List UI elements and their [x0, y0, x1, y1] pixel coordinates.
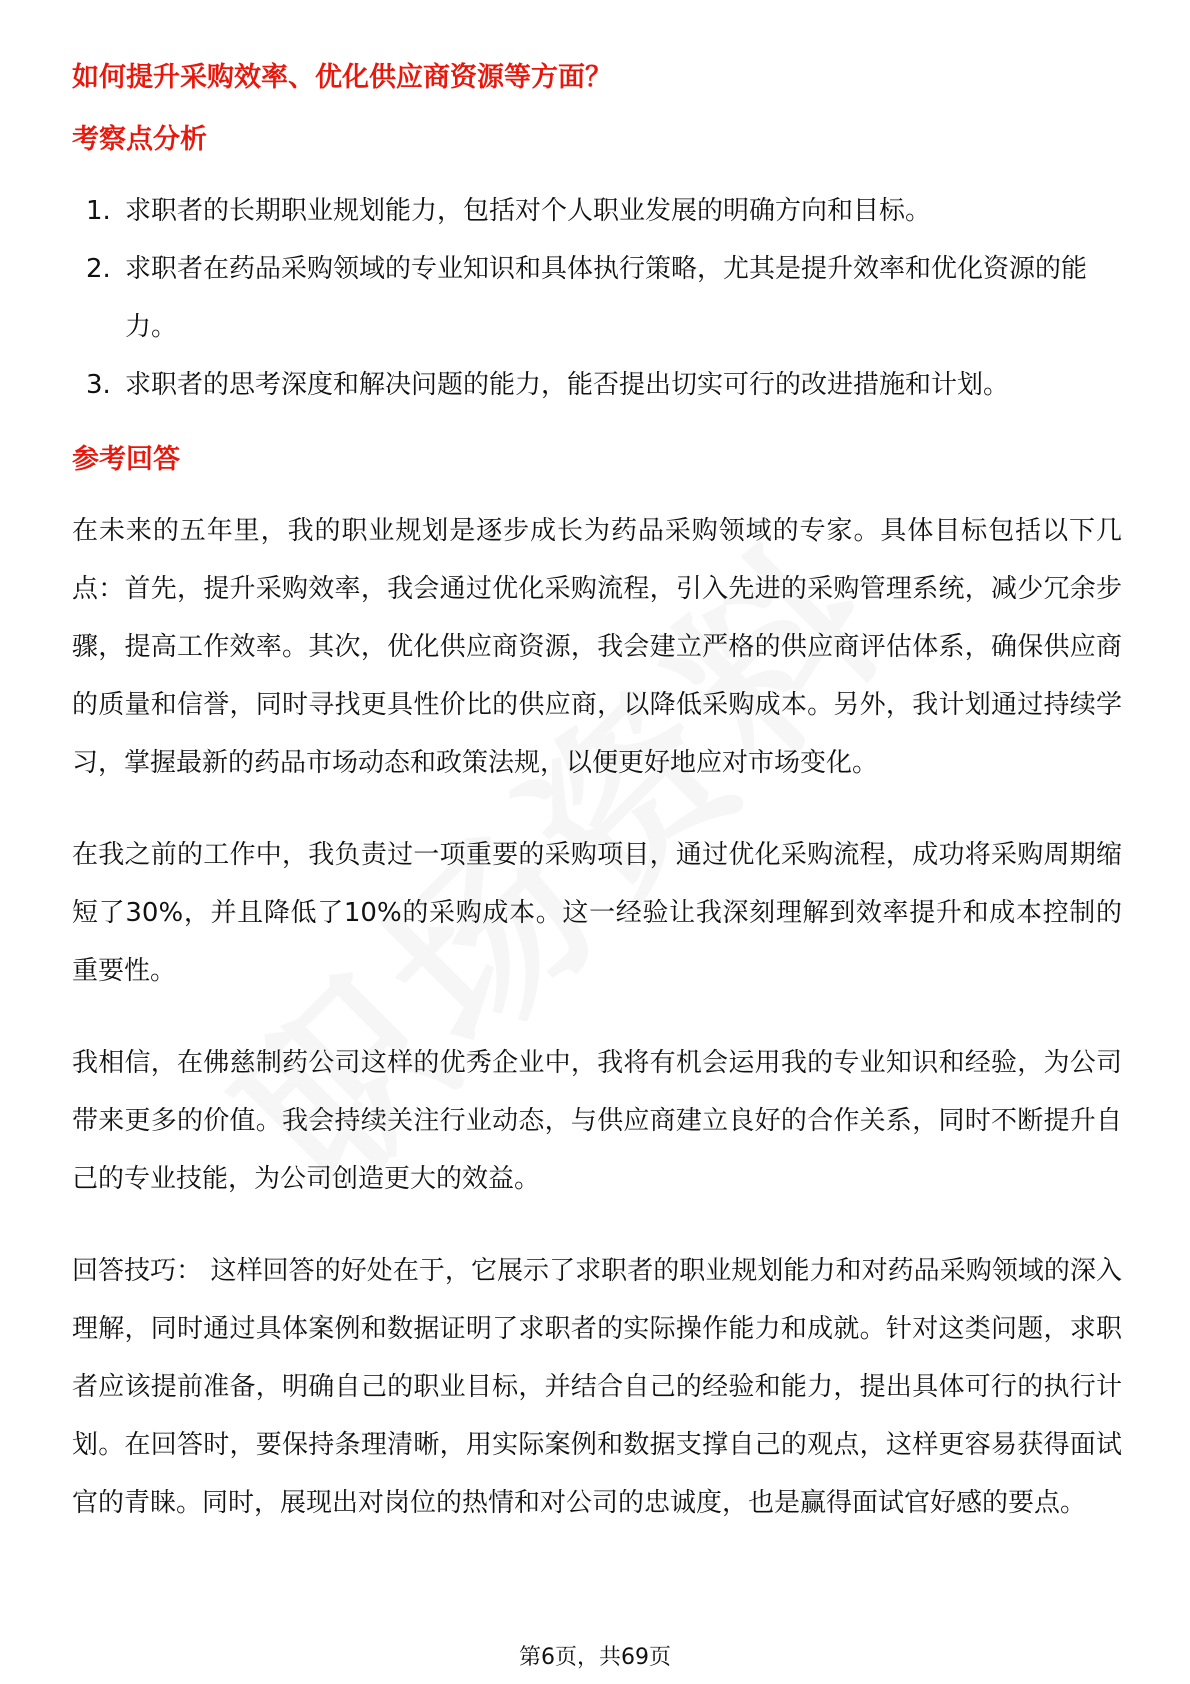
- point-text: 求职者的思考深度和解决问题的能力，能否提出切实可行的改进措施和计划。: [125, 370, 1010, 400]
- point-number: 3.: [86, 370, 111, 400]
- analysis-title: 考察点分析: [72, 124, 207, 155]
- point-text: 求职者的长期职业规划能力，包括对个人职业发展的明确方向和目标。: [125, 196, 932, 226]
- answer-tips-paragraph: 回答技巧： 这样回答的好处在于，它展示了求职者的职业规划能力和对药品采购领域的深入理解，同时通过具体案例和数据证明了求职者的实际操作能力和成就。针对这类问题，求职者应该提前准备，明确自己的职业目标，并结合自己的经验和能力，提出具体可行的执行计划。在回答时，要保持条理清晰，用实际案例和数据支撑自己的观点，这样更容易获得面试官的青睐。同时，展现出对岗位的热情和对公司的忠诚度，也是赢得面试官好感的要点。: [72, 1256, 1122, 1518]
- analysis-point: [72, 356, 1122, 414]
- point-text: 求职者在药品采购领域的专业知识和具体执行策略，尤其是提升效率和优化资源的能力。: [125, 254, 1088, 342]
- analysis-points: [72, 182, 1122, 414]
- analysis-point: [72, 182, 1122, 240]
- content: [72, 56, 1122, 1566]
- analysis-point: [72, 240, 1122, 356]
- page-number-footer: 第6页，共69页: [519, 1645, 671, 1670]
- answer-paragraph: 我相信，在佛慈制药公司这样的优秀企业中，我将有机会运用我的专业知识和经验，为公司带来更多的价值。我会持续关注行业动态，与供应商建立良好的合作关系，同时不断提升自己的专业技能，为公司创造更大的效益。: [72, 1048, 1122, 1194]
- point-number: 1.: [86, 196, 111, 226]
- answer-paragraph: 在未来的五年里，我的职业规划是逐步成长为药品采购领域的专家。具体目标包括以下几点：首先，提升采购效率，我会通过优化采购流程，引入先进的采购管理系统，减少冗余步骤，提高工作效率。其次，优化供应商资源，我会建立严格的供应商评估体系，确保供应商的质量和信誉，同时寻找更具性价比的供应商，以降低采购成本。另外，我计划通过持续学习，掌握最新的药品市场动态和政策法规，以便更好地应对市场变化。: [72, 516, 1122, 778]
- point-number: 2.: [86, 254, 111, 284]
- answer-title: 参考回答: [72, 444, 180, 475]
- question-heading: 如何提升采购效率、优化供应商资源等方面？: [72, 62, 612, 93]
- answer-paragraph: 在我之前的工作中，我负责过一项重要的采购项目，通过优化采购流程，成功将采购周期缩短了30%，并且降低了10%的采购成本。这一经验让我深刻理解到效率提升和成本控制的重要性。: [72, 840, 1122, 986]
